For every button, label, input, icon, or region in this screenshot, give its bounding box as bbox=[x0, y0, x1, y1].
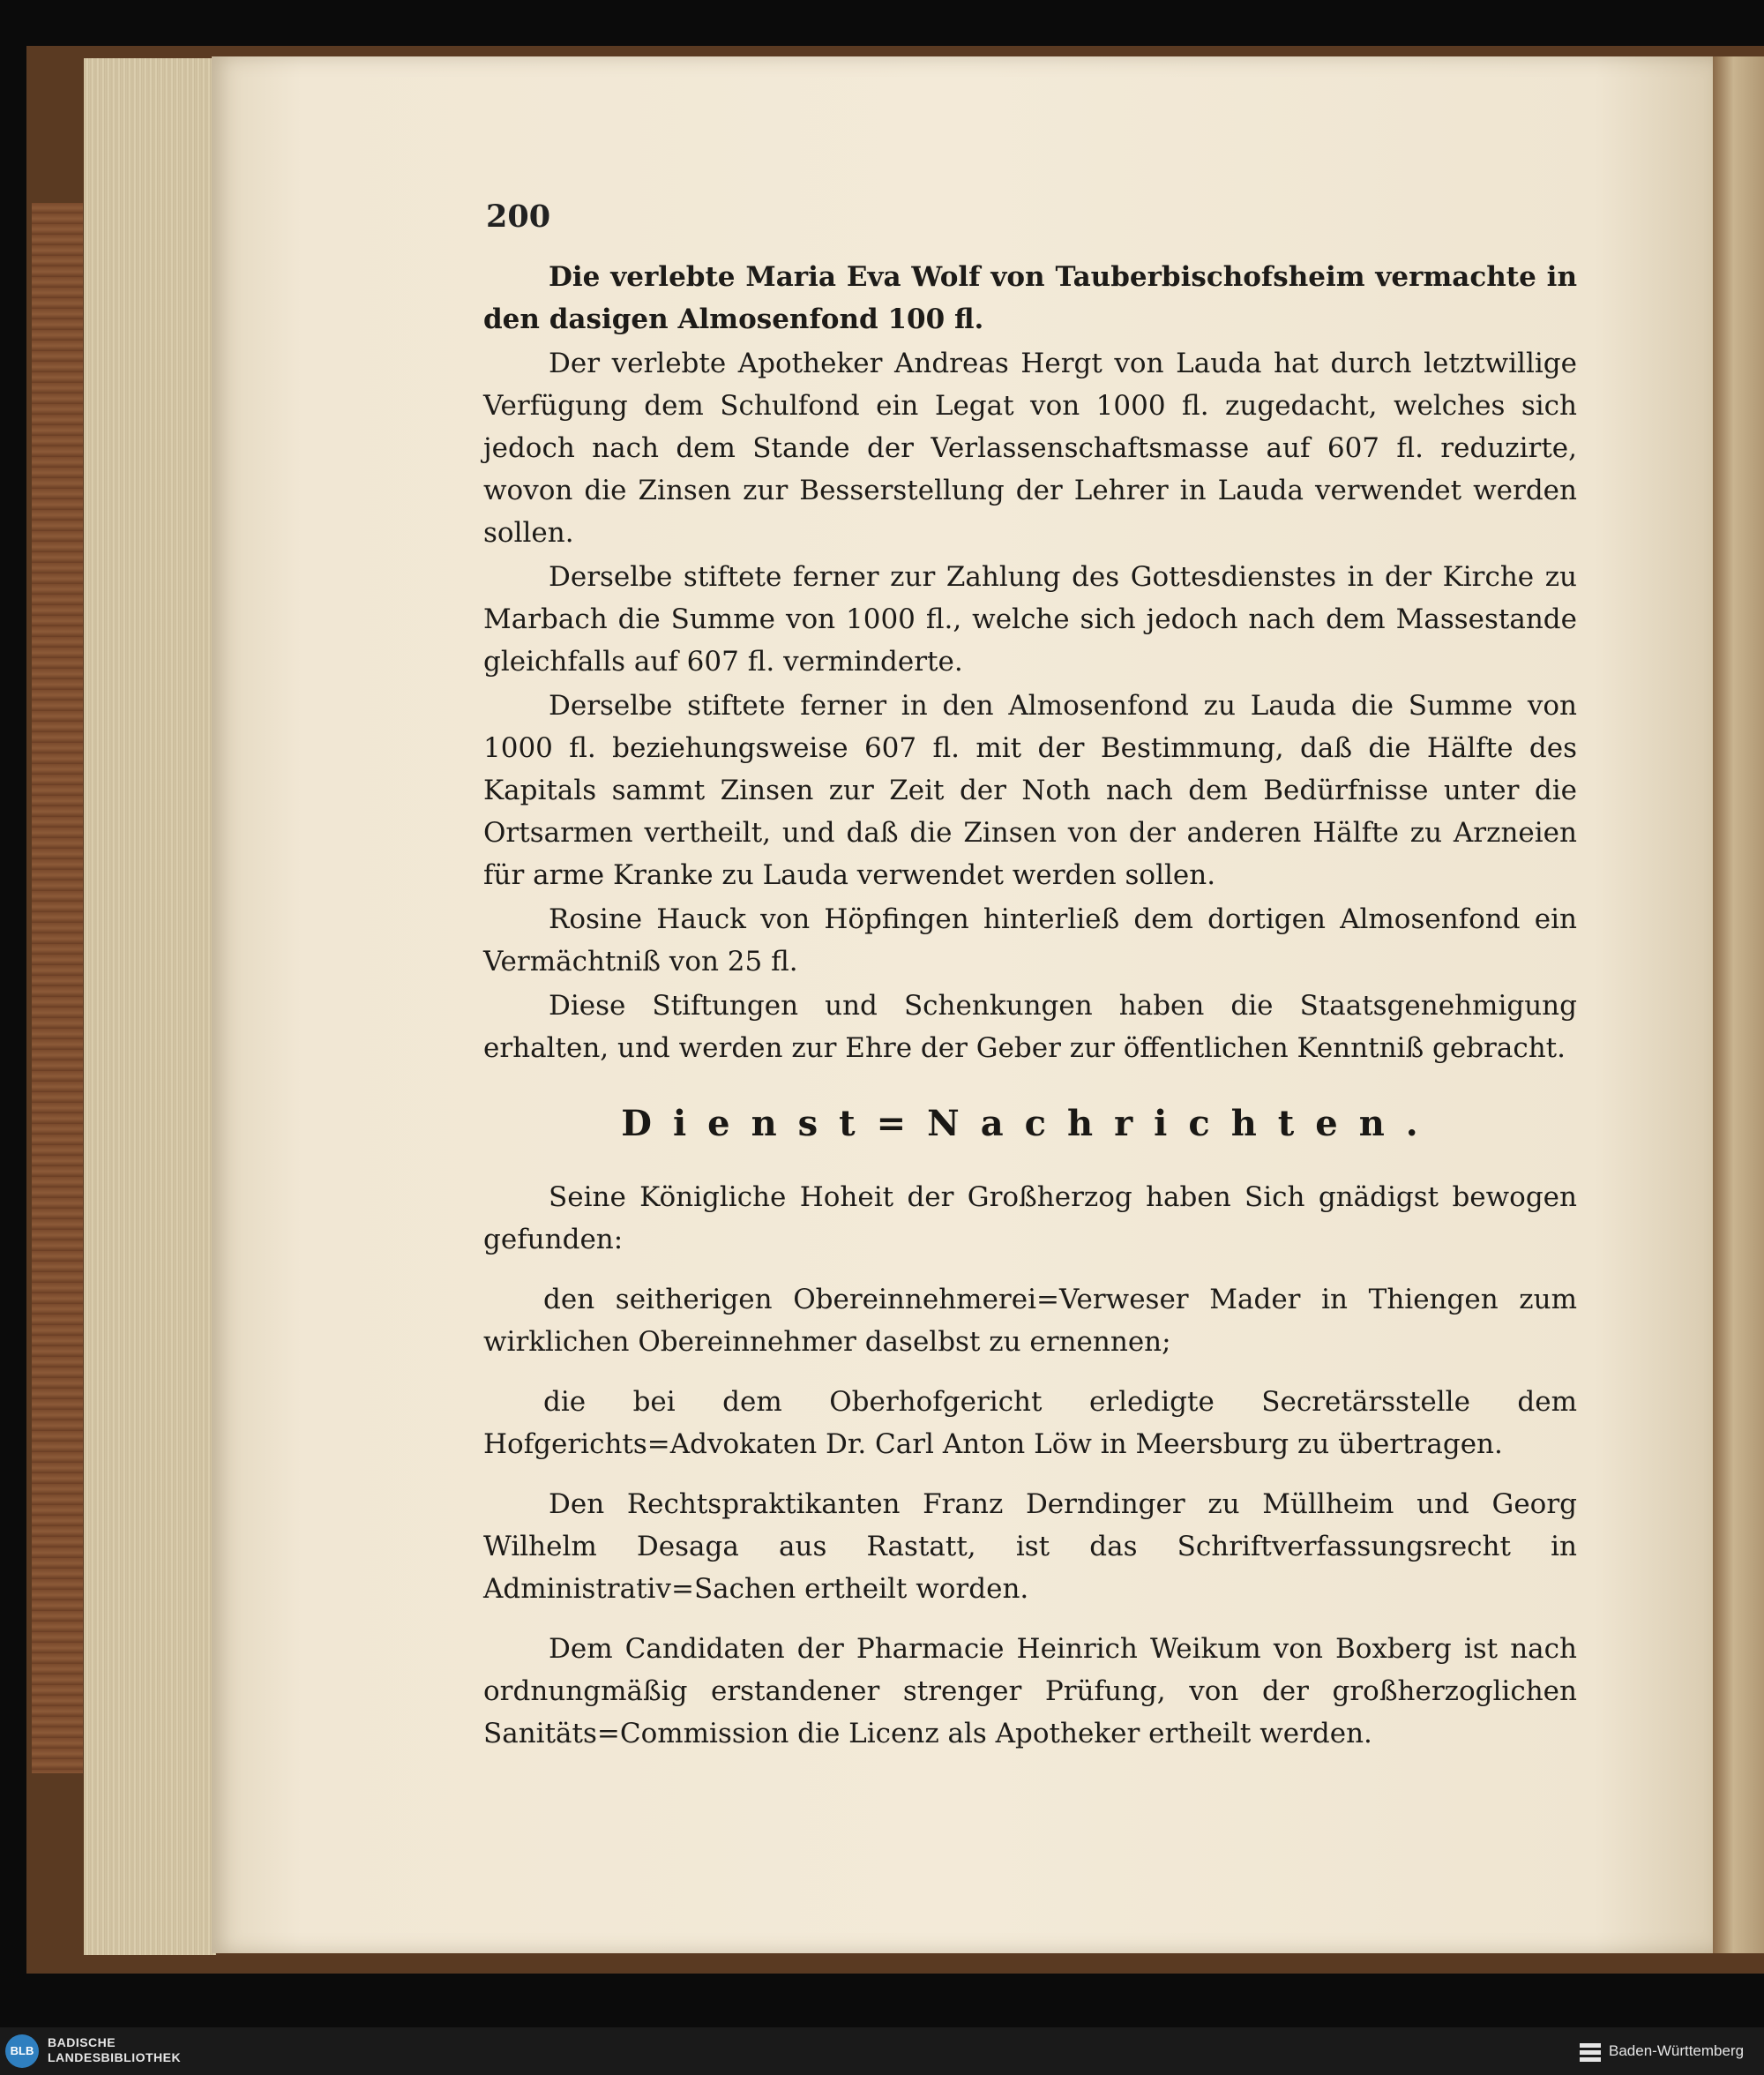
spacer bbox=[483, 1262, 1577, 1278]
paragraph-grand-duke-intro: Seine Königliche Hoheit der Großherzog haben Sich gnädigst bewogen gefunden: bbox=[483, 1181, 1577, 1255]
library-name-line1: BADISCHE bbox=[48, 2035, 116, 2049]
facing-page-edge bbox=[1713, 56, 1764, 1953]
page-text-block bbox=[483, 256, 1577, 1757]
baden-wuerttemberg-lions-icon[interactable] bbox=[1579, 2041, 1602, 2063]
paragraph-lauda-almsfund: Derselbe stiftete ferner in den Almosenfond zu Lauda die Summe von 1000 fl. beziehungsweise 607 fl. mit der Bestimmung, daß die Hälfte des Kapitals sammt Zinsen zur Zeit der Noth nach dem Bedürfnisse unter die Ortsarmen vertheilt, und daß die Zinsen von der anderen Hälfte zu Arzneien für arme Kranke zu Lauda verwendet werden sollen. bbox=[483, 690, 1577, 891]
spacer bbox=[483, 1612, 1577, 1628]
blb-logo-icon[interactable]: BLB bbox=[5, 2034, 39, 2068]
paragraph-marbach-foundation: Derselbe stiftete ferner zur Zahlung des Gottesdienstes in der Kirche zu Marbach die Summe von 1000 fl., welche sich jedoch nach dem Massestande gleichfalls auf 607 fl. verminderte. bbox=[483, 561, 1577, 678]
footer-bar bbox=[0, 2027, 1764, 2075]
book-spine-edge bbox=[32, 203, 83, 1773]
paragraph-approval-notice: Diese Stiftungen und Schenkungen haben die Staatsgenehmigung erhalten, und werden zur Ehre der Geber zur öffentlichen Kenntniß gebracht. bbox=[483, 990, 1577, 1064]
paragraph-hauck-bequest: Rosine Hauck von Höpfingen hinterließ dem dortigen Almosenfond ein Vermächtniß von 25 fl. bbox=[483, 903, 1577, 978]
paragraph-hergt-bequest: Der verlebte Apotheker Andreas Hergt von Lauda hat durch letztwillige Verfügung dem Schulfond ein Legat von 1000 fl. zugedacht, welches sich jedoch nach dem Stande der Verlassenschaftsmasse auf 607 fl. reduzirte, wovon die Zinsen zur Besserstellung der Lehrer in Lauda verwendet werden sollen. bbox=[483, 348, 1577, 549]
paragraph-rechtspraktikanten: Den Rechtspraktikanten Franz Derndinger zu Müllheim und Georg Wilhelm Desaga aus Rastatt, ist das Schriftverfassungsrecht in Administrativ=Sachen ertheilt worden. bbox=[483, 1488, 1577, 1605]
paragraph-pharmacy-licence: Dem Candidaten der Pharmacie Heinrich Weikum von Boxberg ist nach ordnungmäßig erstandener strenger Prüfung, von der großherzoglichen Sanitäts=Commission die Licenz als Apotheker ertheilt werden. bbox=[483, 1633, 1577, 1749]
library-name-line2: LANDESBIBLIOTHEK bbox=[48, 2050, 182, 2064]
appointment-mader: den seitherigen Obereinnehmerei=Verweser Mader in Thiengen zum wirklichen Obereinnehmer daselbst zu ernennen; bbox=[483, 1284, 1577, 1358]
library-name[interactable] bbox=[48, 2035, 181, 2065]
state-name[interactable]: Baden-Württemberg bbox=[1609, 2042, 1745, 2059]
paragraph-wolf-bequest: Die verlebte Maria Eva Wolf von Tauberbischofsheim vermachte in den dasigen Almosenfond 100 fl. bbox=[483, 261, 1577, 335]
page-number: 200 bbox=[486, 199, 551, 235]
spacer bbox=[483, 1365, 1577, 1381]
section-heading-dienst-nachrichten: Dienst=Nachrichten. bbox=[621, 1103, 1439, 1144]
page-stack-edges bbox=[84, 58, 216, 1955]
spacer bbox=[483, 1467, 1577, 1483]
appointment-loew: die bei dem Oberhofgericht erledigte Secretärsstelle dem Hofgerichts=Advokaten Dr. Carl Anton Löw in Meersburg zu übertragen. bbox=[483, 1386, 1577, 1460]
